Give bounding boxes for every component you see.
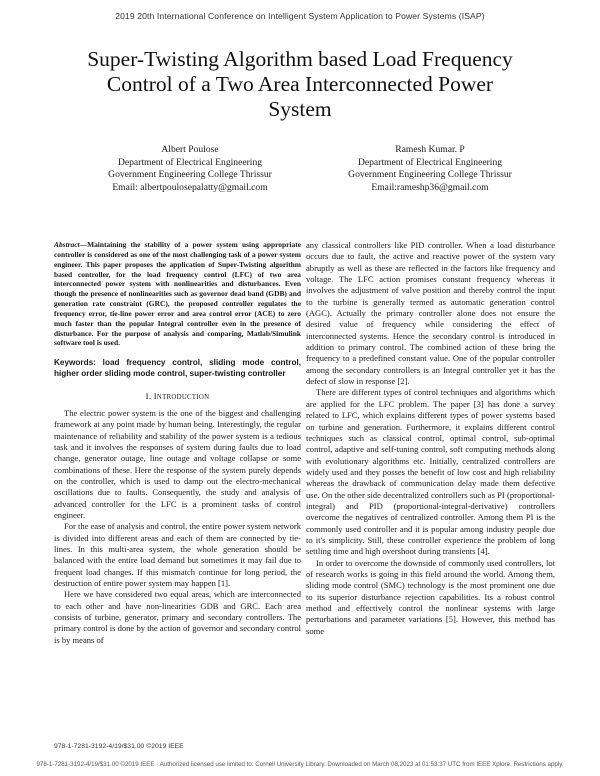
abstract bbox=[54, 240, 301, 348]
left-column bbox=[54, 240, 301, 646]
author-name: Ramesh Kumar. P bbox=[395, 144, 465, 155]
paper-title bbox=[40, 47, 560, 122]
author-block-2 bbox=[315, 144, 545, 194]
keywords: Keywords: load frequency control, sliding mode control, higher order sliding mode control, super-twisting controller bbox=[54, 358, 301, 378]
download-footer: 978-1-7281-3192-4/19/$31.00 ©2019 IEEE · Authorized licensed use limited to: Cornell University Library. Downloaded on March 08,2023 at 01:53:37 UTC from IEEE Xplore. Restrictions apply. bbox=[36, 761, 564, 768]
title-line: Super-Twisting Algorithm based Load Frequency bbox=[87, 47, 513, 71]
title-line: Control of a Two Area Interconnected Power bbox=[106, 72, 494, 96]
abstract-body: —Maintaining the stability of a power system using appropriate controller is considered as one of the most challenging task of a power system engineer. This paper proposes the application of Super-Twisting algorithm based controller, for the load frequency control (LFC) of two area interconnected power system with nonlinearities and disturbances. Even though the presence of nonlinearities such as governor dead band (GDB) and generation rate constraint (GRC), the proposed controller regulates the frequency error, tie-line power error and area control error (ACE) to zero much faster than the popular Integral controller even in the presence of disturbance. For the purpose of analysis and comparing, Matlab/Simulink software tool is used. bbox=[54, 240, 301, 348]
body-paragraph: In order to overcome the downside of commonly used controllers, lot of research works is going in this field around the world. Among them, sliding mode control (SMC) technology is the most prominent one due to its superior disturbance rejection capabilities. Its a robust control method and effectively control the nonlinear systems with large perturbations and parameter variations [5]. However, this method has some bbox=[306, 557, 555, 636]
section-heading bbox=[54, 391, 301, 403]
author-institution: Government Engineering College Thrissur bbox=[108, 169, 272, 181]
abstract-lead: Abstract bbox=[54, 240, 80, 249]
author-name: Albert Poulose bbox=[161, 144, 219, 155]
title-line: System bbox=[268, 97, 332, 121]
section-numeral: I. bbox=[145, 391, 152, 402]
conference-header: 2019 20th International Conference on Intelligent System Application to Power Systems (ISAP) bbox=[115, 11, 485, 21]
body-paragraph: For the ease of analysis and control, the entire power system network is divided into different areas and each of them are connected by tie-lines. In this multi-area system, the whole generation should be balanced with the entire load demand but sometimes it may fail due to frequent load changes. If this mismatch continue for long period, the destruction of entire power system may happen [1]. bbox=[54, 521, 301, 588]
author-institution: Government Engineering College Thrissur bbox=[348, 169, 512, 181]
author-block-1 bbox=[75, 144, 305, 194]
copyright-notice: 978-1-7281-3192-4/19/$31.00 ©2019 IEEE bbox=[54, 743, 184, 750]
body-paragraph: There are different types of control techniques and algorithms which are applied for the LFC problem. The paper [3] has done a survey related to LFC, which explains different types of power systems based on turbine and generation. Furthermore, it explains different control techniques such as classical control, optimal control, sub-optimal control, adaptive and self-tuning control, soft computing methods along with evolutionary algorithms etc. Initially, centralized controllers are widely used and they posses the benefit of low cost and high reliability whereas the drawback of communication delay made them defective use. On the other side decentralized controllers such as PI (proportional-integral) and PID (proportional-integral-derivative) controllers overcome the negatives of centralized controller. Among them PI is the commonly used controller and it is popular among industry people due to it's simplicity. Still, these controller experience the problem of long settling time and high overshoot during transients [4]. bbox=[306, 387, 555, 557]
author-department: Department of Electrical Engineering bbox=[117, 156, 263, 168]
author-department: Department of Electrical Engineering bbox=[357, 156, 503, 168]
section-title-rest: NTRODUCTION bbox=[156, 394, 210, 402]
body-paragraph: The electric power system is the one of the biggest and challenging framework at any point made by human being. Interestingly, the regular maintenance of reliability and stability of the power system is a tedious task and it involves the responses of system during faults due to load change, generator outage, line outage and voltage collapse or some combinations of these. Here the response of the system purely depends on the controller, which is used to damp out the electro-mechanical oscillations due to faults. Consequently, the study and analysis of advanced controller for the LFC is a prominent tasks of control engineer. bbox=[54, 407, 301, 520]
body-paragraph: any classical controllers like PID controller. When a load disturbance occurs due to fault, the active and reactive power of the system vary abruptly as well as these are reflected in the factors like frequency and voltage. The LFC action promises constant frequency whereas it involves the adjustment of valve position and thereby control the input to the turbine is generally termed as automatic generation control (AGC). Actually the primary controller alone does not ensure the desired value of frequency while considering the effect of interconnected systems. Hence the secondary control is introduced in addition to primary control. The combined action of these bring the frequency to a predefined constant value. One of the popular controller among the secondary controllers is an Integral controller yet it has the defect of slow in response [2]. bbox=[306, 240, 555, 387]
body-paragraph: Here we have considered two equal areas, which are interconnected to each other and have non-linearities GDB and GRC. Each area consists of turbine, generator, primary and secondary controllers. The primary control is done by the action of governor and secondary control is by means of bbox=[54, 589, 301, 645]
author-email: Email:rameshp36@gmail.com bbox=[371, 181, 489, 193]
author-email: Email: albertpoulosepalatty@gmail.com bbox=[112, 181, 268, 193]
right-column bbox=[306, 240, 555, 637]
section-first-letter: I bbox=[153, 391, 157, 402]
